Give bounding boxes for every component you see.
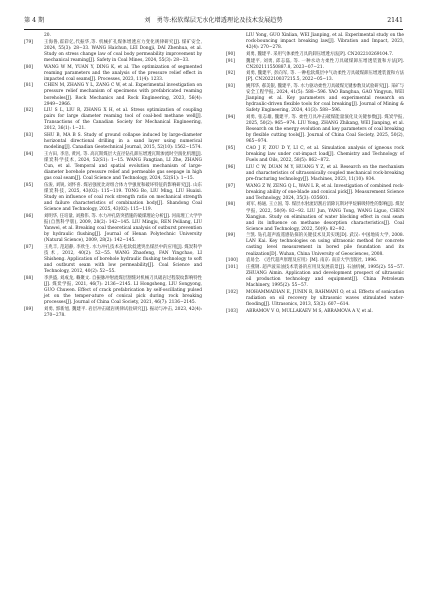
reference-number: [82] <box>24 108 33 114</box>
reference-list-right <box>226 52 404 315</box>
reference-text: 伍浚, 刘锐, 刘怀喜. 煤岩强度比对组合体力学强度和破坏特征的影响研究[J]. 山东煤炭科技, 2025, 43(02): 115−119. TONG Bo, LIU Ming, LIU Huaixi. Study on influence of coal rock strength ratio on mechanical strength and failure characteristics of combination body[J]. Shandong Coal Science and Technology, 2025, 43(02): 115−119. <box>44 182 202 213</box>
reference-text: 魏建平, 刘勇, 邱志磊, 等. 一种水动力柔性刀具破煤卸压增透装置和方法[P]. CN202111550887.8, 2023−07−21. <box>246 58 404 70</box>
reference-number: [79] <box>24 39 33 45</box>
reference-number: [88] <box>24 275 33 281</box>
reference-number: [86] <box>24 213 33 219</box>
reference-number: [98] <box>226 202 235 208</box>
reference-item <box>24 83 202 107</box>
reference-text: CAO J F, ZOU D Y, LI C, et al. Simulation analysis of igneous rock breaking law under cut-impact load[J]. Chemistry and Technology of Fuels and Oils, 2022, 58(5): 862−872. <box>246 145 404 164</box>
references-right-column <box>226 33 404 315</box>
reference-item <box>226 84 404 114</box>
reference-text: WANG Z W, ZENG Q L, WAN L R, et al. Investigation of combined rock-breaking ability of one-blade and conical pick[J]. Measurement Science and Technology, 2024, 35(3): 035601. <box>246 183 404 201</box>
reference-number: [101] <box>226 264 238 270</box>
reference-text: 王海鲁,霍彩亿,代振华,等. 机械扩孔煤体增透应力变化规律研究[J]. 煤矿安全, 2024, 55(3): 28−33. WANG Haichun, LEI Dongji, DAI Zhenhua, et al. Study on stress change law of coal body permeability improvement by mechanical reaming[J]. Safety in Coal Mines, 2024, 55(3): 28−33. <box>44 39 202 63</box>
reference-number: [85] <box>24 182 33 188</box>
reference-text: 王方田, 李浩, 黄河, 等. 高瓦斯煤层大直径钻孔卸压增透瓦斯渗流时空演化机理[J]. 煤炭科学技术, 2024, 52(S1): 1−15. WANG Fangtian, LI Zhe, ZHANG Cun, et al. Temporal and spatial evolution mechanism of large-diameter borehole pressure relief and permeable gas seepage in high gas coal seam[J]. Coal Science and Technology, 2024, 52(S1): 1−15. <box>44 152 202 182</box>
reference-item <box>226 52 404 58</box>
article-running-title: 刘 勇等:松软煤层无水化增透理论及技术发展趋势 <box>144 17 283 24</box>
reference-text: 刘军, 杨通, 王立国, 等. 煤层水射流切割后消除瓦斯对甲烷解吸特性的影响[J]. 煤炭学报, 2022, 50(9): 82−92. LIU Jun, YANG Tong, WANG Liguo, CHEN Xiangjun. Study on elimination of water blocking effect in coal seam and its influence on methane desorption characteristics[J]. Coal Science and Technology, 2022, 50(9): 82−92. <box>246 202 404 232</box>
reference-text: MOHAMMADIAN E, JUNIN R, RAHMANI O, et al. Effects of sonication radiation on oil recovery by ultrasonic waves stimulated water-flooding[J]. Ultrasonics, 2013, 53(2): 607−614. <box>246 289 404 307</box>
reference-number: [89] <box>24 306 33 312</box>
reference-continuation: 20. <box>44 33 51 38</box>
reference-text: SHU B, MA B S. Study of ground collapse induced by large-diameter horizontal directional drilling in a sand layer using numerical modeling[J]. Canadian Geotechnical Journal, 2015, 52(10): 1562−1574. <box>44 133 202 151</box>
reference-number: [84] <box>24 152 33 158</box>
reference-item <box>24 245 202 275</box>
reference-item <box>226 265 404 289</box>
reference-number: [100] <box>226 258 238 264</box>
running-header <box>24 14 403 28</box>
reference-list-left <box>24 40 202 319</box>
issue-number: 第 4 期 <box>24 17 45 24</box>
reference-item <box>24 276 202 306</box>
reference-number: [81] <box>24 83 33 89</box>
reference-item <box>226 233 404 257</box>
reference-item <box>226 71 404 83</box>
reference-number: [103] <box>226 308 238 314</box>
reference-item <box>24 183 202 213</box>
reference-text: 姚邦华, 郝美银, 魏建平, 等. 水力驱动柔性刀具破煤无键参数及试验研究[J]. 采矿与安全工程学报, 2024, 41(5): 588−596. YAO Banghua, GAO Yingyun, WEI Jianping et al. Key parameters and experimental research on hydraulic-driven flexible tools for coal breaking[J]. Journal of Mining & Safety Engineering, 2024, 41(3): 588−596. <box>246 84 404 114</box>
reference-number: [91] <box>226 58 235 64</box>
reference-text: CHEN M, ZHANG Y L, ZANG C W, et al. Experimental investigation on pressure relief mechanism of specimens with prefabricated reaming boreholes[J]. Rock Mechanics and Rock Engineering, 2023, 56(4): 2949−2966. <box>44 83 202 107</box>
reference-item <box>226 115 404 145</box>
reference-number: [96] <box>226 164 235 170</box>
reference-number: [95] <box>226 145 235 151</box>
reference-text: LIU C W, DUAN M Y, HUANG Y Z, et al. Research on the mechanism and characteristics of ultrasonically coupled mechanical rock-breaking pre-fracturing technology[J]. Machines, 2023, 11(10): 934. <box>246 164 404 182</box>
reference-text: 刘明华, 任培量, 刘燕伟, 等. 水力冲孔防突措施的破煤理论分析[J]. 河南理工大学学报(自然科学版), 2009, 28(2): 142−145. LIU Mingju, REN Peiliang, LIU Yanwei, et al. Breaking coal theoretical analysis of outburst prevention by hydraulic flushing[J]. Journal of Henan Polytechnic University (Natural Science), 2009, 28(2): 142−145. <box>44 213 202 244</box>
reference-number: [102] <box>226 289 238 295</box>
header-rule <box>24 29 403 30</box>
reference-text: 刘勇, 魏建平, 彭向军, 等. 一种松软煤层中气动柔性刀具破煤卸压增透装置和方法[P]. CN202210037215.5, 2022−05−13. <box>246 71 404 83</box>
reference-number: [97] <box>226 183 235 189</box>
reference-text: 王兆丰, 范超静, 李欣生. 水力冲孔技术在松软低透突出煤层中的应用[J]. 煤炭科学技术, 2012, 40(2): 52−55. WANG Zhaofeng, FAN Yingchao, LI Shisheng. Application of borehole hydraulic flushing technology to soft and outburst seam with low permeability[J]. Coal Science and Technology, 2012, 40(2): 52−55. <box>44 244 202 274</box>
reference-item <box>226 309 404 315</box>
reference-item <box>24 65 202 83</box>
reference-text: ABRAMOV V O, MULLAKAEV M S, ABRAMOVA A V, et al. <box>246 308 373 314</box>
reference-text: 刘勇, 张志雄, 魏建平, 等. 柔性刀具冲击破煤能量演化及关键参数[J]. 煤炭学报, 2025, 50(2): 965−974. LIU Yong, ZHANG Zhikang, WEI Jianping, et al. Research on the energy evolution and key parameters of coal breaking by flexible cutting tools[J]. Journal of China Coal Society, 2025, 50(2), 965−974. <box>246 115 404 145</box>
reference-item <box>24 152 202 182</box>
page-number: 2141 <box>387 17 403 24</box>
reference-text: 袁易全. 《近代超声原理及应用》[M]. 南京: 南京大学出版社, 1996. <box>246 258 378 264</box>
reference-text: 李洪盛, 刘成龙, 赖聚文. 自振脉冲射流煤层割缝对机械刀具破岩过程裂纹影响特性[J]. 煤炭学报, 2021, 46(7): 2136−2145. LI Hongsheng, LIU Songyong, GUO Chuwen. Effect of crack prefabrication by self-oscillating pulsed jet on the temper-ature of conical pick during rock breaking processes[J]. Journal of China Coal Society, 2021, 46(7): 2136−2145. <box>44 275 202 305</box>
reference-text: 刘勇, 郭新旭, 魏建平. 岩层冲击破岩规律试验研究[J]. 振动与冲击, 2023, 42(4): 270−278. <box>44 306 202 318</box>
reference-item <box>226 165 404 183</box>
reference-number: [87] <box>24 244 33 250</box>
references-left-column <box>24 33 202 319</box>
reference-number: [92] <box>226 71 235 77</box>
reference-text: 兰凯. 钻孔超声波遥感钻探的关键技术及其实现[D]. 武汉: 中国地质大学, 2008. LAN Kai. Key technologies on using ultrasonic method for concrete casting level measurement in bored pile foundation and its realization[D]. Wuhan, China University of Geosciences, 2008. <box>246 233 404 257</box>
reference-continuation: LIU Yong, GUO Xinlian, WEI Jianping, et al. Experimental study on the rock-bouncing impact breaking law[J]. Vibration and Impact, 2023, 42(4): 270−278. <box>246 33 404 51</box>
reference-text: LIU S L, LIU R, ZHANG X H, et al. Stress optimization of coupling pairs for large diameter reaming tool of coal-bed methane well[J]. Transactions of the Canadian Society for Mechanical Engineering, 2012, 36(1): 1−21. <box>44 108 202 132</box>
reference-text: WANG W M, YUAN Y, DING K, et al. The optimization of segmented reaming parameters and the analysis of the pressure relief effect in impacted coal seams[J]. Processes, 2023, 11(4): 1233. <box>44 64 202 82</box>
reference-item <box>24 133 202 151</box>
reference-item <box>226 184 404 202</box>
reference-text: 庄燕钢. 超声波采油技术装备的应用及发展前景[J]. 石油机械, 1995(2): 55−57. ZHUANG Aimin. Application and development prospect of ultrasonic oil production technology and equipment[J]. China Petroleum Machinery, 1995(2): 55−57. <box>246 264 404 289</box>
reference-item <box>24 40 202 64</box>
reference-item <box>226 59 404 71</box>
reference-item <box>24 108 202 132</box>
reference-number: [83] <box>24 133 33 139</box>
reference-item <box>24 214 202 244</box>
reference-number: [80] <box>24 64 33 70</box>
reference-number: [93] <box>226 84 235 90</box>
reference-item <box>226 146 404 164</box>
reference-item <box>226 290 404 308</box>
reference-item <box>226 258 404 264</box>
reference-item <box>226 202 404 232</box>
reference-text: 刘勇, 魏建平. 采用气体柔性刀具的卸压增透方法[P]. CN202210269104.7. <box>246 51 394 57</box>
reference-number: [94] <box>226 115 235 121</box>
reference-number: [90] <box>226 51 235 57</box>
reference-number: [99] <box>226 233 235 239</box>
reference-item <box>24 307 202 319</box>
